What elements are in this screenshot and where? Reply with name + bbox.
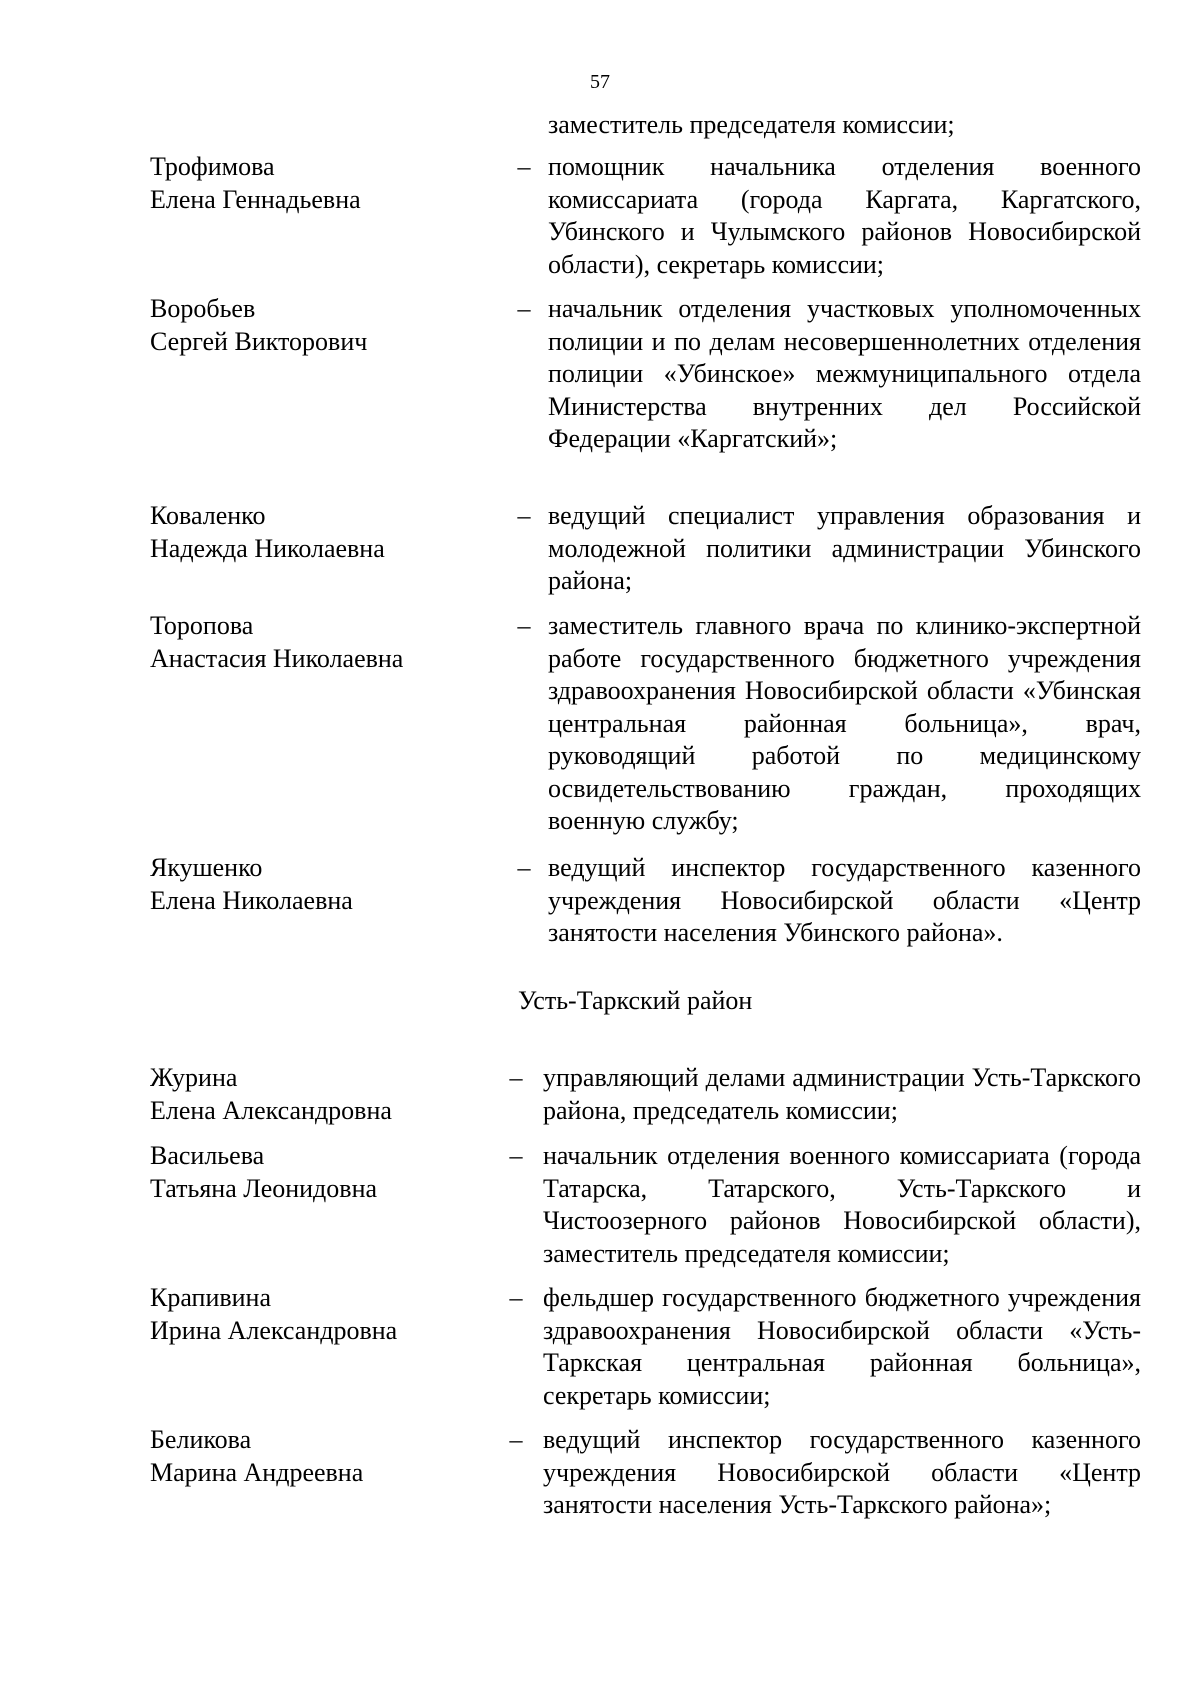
member-given-names: Сергей Викторович (150, 326, 368, 356)
member-name (150, 1282, 480, 1347)
district-heading: Усть-Таркский район (518, 986, 753, 1015)
member-given-names: Елена Николаевна (150, 885, 353, 915)
page-number: 57 (590, 71, 610, 93)
member-given-names: Марина Андреевна (150, 1457, 364, 1487)
member-name (150, 1424, 480, 1489)
dash: – (517, 501, 531, 530)
dash: – (509, 1141, 523, 1170)
intro-continuation: заместитель председателя комиссии; (548, 110, 955, 139)
member-surname: Крапивина (150, 1283, 272, 1312)
member-given-names: Елена Александровна (150, 1095, 392, 1125)
member-given-names: Надежда Николаевна (150, 533, 385, 563)
member-surname: Журина (150, 1063, 238, 1092)
member-surname: Васильева (150, 1141, 265, 1170)
dash: – (509, 1425, 523, 1454)
dash: – (517, 152, 531, 181)
member-surname: Якушенко (150, 853, 263, 882)
member-position: управляющий делами администрации Усть-Таркского района, председатель комиссии; (543, 1063, 1141, 1125)
dash: – (509, 1063, 523, 1092)
member-position: ведущий инспектор государственного казенного учреждения Новосибирской области «Центр занятости населения Усть-Таркского района»; (543, 1425, 1141, 1519)
member-position: ведущий специалист управления образования и молодежной политики администрации Убинского района; (548, 501, 1141, 595)
member-surname: Коваленко (150, 501, 266, 530)
member-surname: Торопова (150, 611, 254, 640)
member-given-names: Анастасия Николаевна (150, 643, 404, 673)
member-name (150, 500, 480, 565)
member-position: начальник отделения военного комиссариата (города Татарска, Татарского, Усть-Таркского и Чистоозерного районов Новосибирской области), заместитель председателя комиссии; (543, 1141, 1141, 1268)
member-surname: Воробьев (150, 294, 256, 323)
member-position: помощник начальника отделения военного комиссариата (города Каргата, Каргатского, Убинского и Чулымского районов Новосибирской области), секретарь комиссии; (548, 152, 1141, 279)
member-position: ведущий инспектор государственного казенного учреждения Новосибирской области «Центр занятости населения Убинского района». (548, 853, 1141, 947)
member-name (150, 151, 480, 216)
dash: – (517, 853, 531, 882)
member-name (150, 1140, 480, 1205)
member-name (150, 1062, 480, 1127)
member-surname: Трофимова (150, 152, 275, 181)
member-name (150, 852, 480, 917)
dash: – (509, 1283, 523, 1312)
member-given-names: Ирина Александровна (150, 1315, 398, 1345)
member-given-names: Татьяна Леонидовна (150, 1173, 378, 1203)
member-name (150, 293, 480, 358)
member-given-names: Елена Геннадьевна (150, 184, 361, 214)
member-name (150, 610, 480, 675)
member-position: фельдшер государственного бюджетного учреждения здравоохранения Новосибирской области «Усть-Таркская центральная районная больница», секретарь комиссии; (543, 1283, 1141, 1410)
member-surname: Беликова (150, 1425, 252, 1454)
dash: – (517, 611, 531, 640)
member-position: начальник отделения участковых уполномоченных полиции и по делам несовершеннолетних отделения полиции «Убинское» межмуниципального отдела Министерства внутренних дел Российской Федерации «Каргатский»; (548, 294, 1141, 453)
member-position: заместитель главного врача по клинико-экспертной работе государственного бюджетного учреждения здравоохранения Новосибирской области «Убинская центральная районная больница», врач, руководящий работой по медицинскому освидетельствованию граждан, проходящих военную службу; (548, 611, 1141, 835)
dash: – (517, 294, 531, 323)
